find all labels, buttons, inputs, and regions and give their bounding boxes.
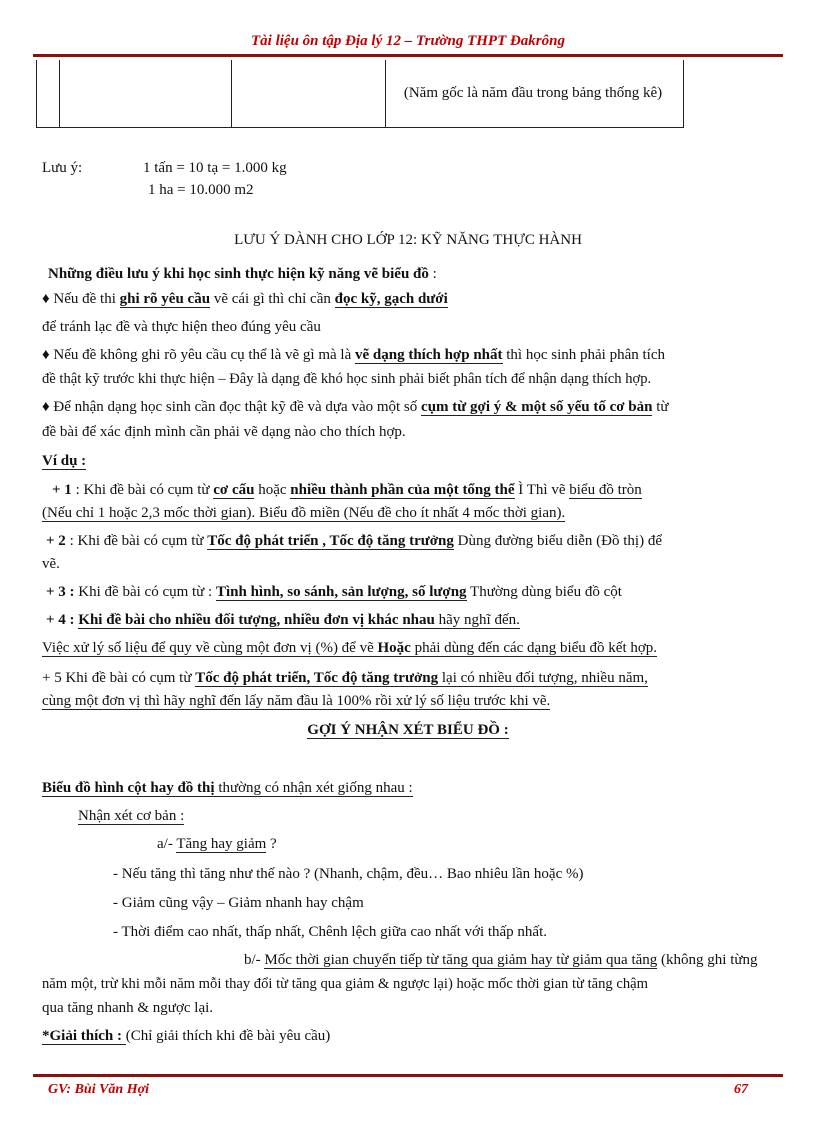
bullet-2: [42, 347, 665, 364]
detail-2: - Giảm cũng vậy – Giảm nhanh hay chậm: [113, 895, 364, 911]
example-2-pre: : Khi đề bài có cụm từ: [65, 533, 208, 549]
bullet-3: [42, 399, 669, 416]
bullet-3-line-2: đề bài để xác định mình cần phải vẽ dạng nào cho thích hợp.: [42, 424, 406, 440]
bullet-2-keyword: vẽ dạng thích hợp nhất: [354, 347, 503, 363]
bullet-2-post: thì học sinh phải phân tích: [502, 347, 665, 363]
basic-comment-label: [78, 808, 184, 825]
example-4-line-2-post: phải dùng đến các dạng biểu đồ kết hợp.: [410, 640, 658, 656]
footer-rule: [33, 1074, 783, 1077]
example-5-line-2-text: cùng một đơn vị thì hãy nghĩ đến lấy năm đầu là 100% rồi xử lý số liệu trước khi vẽ.: [42, 693, 551, 709]
example-5-pre: Khi đề bài có cụm từ: [61, 670, 196, 686]
chart-comment-lead-post: thường có nhận xét giống nhau :: [214, 780, 413, 796]
example-5-line-2: [42, 693, 550, 710]
table-divider: [59, 60, 60, 127]
example-1-mid: hoặc: [254, 482, 291, 498]
footer-page-number: 67: [734, 1082, 748, 1097]
example-3-post: Thường dùng biểu đồ cột: [466, 584, 622, 600]
note-label: Lưu ý:: [42, 160, 83, 176]
header-rule: [33, 54, 783, 57]
item-b: [244, 952, 758, 969]
item-a: [157, 836, 277, 853]
table-divider: [385, 60, 386, 127]
example-4-post: hãy nghĩ đến.: [434, 612, 520, 628]
chart-comment-lead: [42, 780, 413, 797]
section-title-comments: [0, 722, 816, 739]
page-header-title: Tài liệu ôn tập Địa lý 12 – Trường THPT Đakrông: [251, 33, 565, 49]
section-title-skills: LƯU Ý DÀNH CHO LỚP 12: KỸ NĂNG THỰC HÀNH: [234, 232, 582, 248]
bullet-1-keyword-1: ghi rõ yêu cầu: [119, 291, 211, 307]
bullet-3-pre: ♦ Để nhận dạng học sinh cần đọc thật kỹ đề và dựa vào một số: [42, 399, 422, 415]
item-a-tail: ?: [266, 836, 277, 852]
bullet-3-post: từ: [652, 399, 669, 415]
bullet-3-keyword: cụm từ gợi ý & một số yếu tố cơ bản: [421, 399, 653, 415]
intro-line: [48, 266, 437, 283]
example-4-keyword: Khi đề bài cho nhiều đối tượng, nhiều đơn vị khác nhau: [78, 612, 435, 628]
section-title-comments-text: GỢI Ý NHẬN XÉT BIỂU ĐỒ :: [307, 722, 509, 738]
example-1-post: Thì vẽ: [523, 482, 570, 498]
example-1-number: + 1: [52, 482, 72, 498]
basic-comment-text: Nhận xét cơ bản :: [78, 808, 185, 824]
example-1-keyword-1: cơ cấu: [213, 482, 255, 498]
example-5-number: + 5: [42, 670, 62, 686]
note-line-2: 1 ha = 10.000 m2: [148, 182, 254, 198]
example-1-line-2: [42, 505, 565, 522]
example-4: [46, 612, 520, 629]
explanation-text: (Chỉ giải thích khi đề bài yêu cầu): [125, 1028, 331, 1044]
intro-tail: :: [428, 266, 437, 282]
example-1-pre: : Khi đề bài có cụm từ: [71, 482, 214, 498]
example-3: [46, 584, 622, 601]
bullet-1: [42, 291, 448, 308]
example-2-number: + 2: [46, 533, 66, 549]
example-5-post: lại có nhiều đối tượng, nhiều năm,: [438, 670, 648, 686]
example-1-keyword-2: nhiều thành phần của một tổng thể: [290, 482, 515, 498]
statistics-table-fragment: [36, 60, 684, 128]
detail-1: - Nếu tăng thì tăng như thế nào ? (Nhanh, chậm, đều… Bao nhiêu lần hoặc %): [113, 866, 584, 882]
example-1-symbol: Ì: [514, 482, 524, 498]
intro-text: Những điều lưu ý khi học sinh thực hiện kỹ năng vẽ biểu đồ: [48, 266, 429, 282]
table-cell-base-year: (Năm gốc là năm đầu trong bảng thống kê): [403, 85, 663, 101]
example-1-keyword-3: biểu đồ tròn: [569, 482, 642, 498]
item-b-label: b/-: [244, 952, 265, 968]
detail-3: - Thời điểm cao nhất, thấp nhất, Chênh lệch giữa cao nhất với thấp nhất.: [113, 924, 548, 940]
example-1: [52, 482, 642, 499]
example-5: [42, 670, 648, 687]
example-5-keyword: Tốc độ phát triển, Tốc độ tăng trưởng: [195, 670, 439, 686]
bullet-2-line-2: đề thật kỹ trước khi thực hiện – Đây là dạng đề khó học sinh phải biết phân tích để nhận dạng thích hợp.: [42, 371, 652, 387]
example-2-line-2: vẽ.: [42, 556, 60, 572]
example-4-number: + 4 :: [46, 612, 75, 628]
examples-title: [42, 453, 86, 470]
chart-comment-lead-keyword: Biểu đồ hình cột hay đồ thị: [42, 780, 215, 796]
item-a-text: Tăng hay giảm: [176, 836, 267, 852]
example-4-line-2: [42, 640, 657, 657]
example-4-line-2-pre: Việc xử lý số liệu để quy về cùng một đơn vị (%) để vẽ: [42, 640, 378, 656]
bullet-2-pre: ♦ Nếu đề không ghi rõ yêu cầu cụ thể là vẽ gì mà là: [42, 347, 355, 363]
item-b-line-3: qua tăng nhanh & ngược lại.: [42, 1000, 214, 1016]
example-4-line-2-keyword: Hoặc: [377, 640, 411, 656]
item-b-post: (không ghi từng: [657, 952, 758, 968]
footer-author: GV: Bùi Văn Hợi: [48, 1082, 150, 1097]
table-divider: [231, 60, 232, 127]
example-2: [46, 533, 662, 550]
explanation-keyword: *Giải thích :: [42, 1028, 126, 1044]
note-line-1: 1 tấn = 10 tạ = 1.000 kg: [143, 160, 287, 176]
explanation-line: [42, 1028, 330, 1045]
bullet-1-keyword-2: đọc kỹ, gạch dưới: [334, 291, 448, 307]
example-3-pre: Khi đề bài có cụm từ :: [74, 584, 216, 600]
item-a-label: a/-: [157, 836, 177, 852]
example-2-keyword: Tốc độ phát triển , Tốc độ tăng trưởng: [207, 533, 454, 549]
item-b-keyword: Mốc thời gian chuyển tiếp từ tăng qua giảm hay từ giảm qua tăng: [264, 952, 658, 968]
example-3-keyword: Tình hình, so sánh, sản lượng, số lượng: [215, 584, 467, 600]
bullet-1-pre: ♦ Nếu đề thi: [42, 291, 120, 307]
example-2-post: Dùng đường biểu diễn (Đồ thị) để: [453, 533, 663, 549]
example-3-number: + 3 :: [46, 584, 75, 600]
example-1-line-2-text: (Nếu chỉ 1 hoặc 2,3 mốc thời gian). Biểu đồ miền (Nếu đề cho ít nhất 4 mốc thời gian).: [42, 505, 566, 521]
examples-title-text: Ví dụ :: [42, 453, 87, 469]
item-b-line-2: năm một, trừ khi mỗi năm mỗi thay đổi từ tăng qua giảm & ngược lại) hoặc mốc thời gian từ tăng chậm: [42, 976, 648, 992]
bullet-1-mid: vẽ cái gì thì chỉ cần: [210, 291, 335, 307]
bullet-1-line-2: để tránh lạc đề và thực hiện theo đúng yêu cầu: [42, 319, 321, 335]
